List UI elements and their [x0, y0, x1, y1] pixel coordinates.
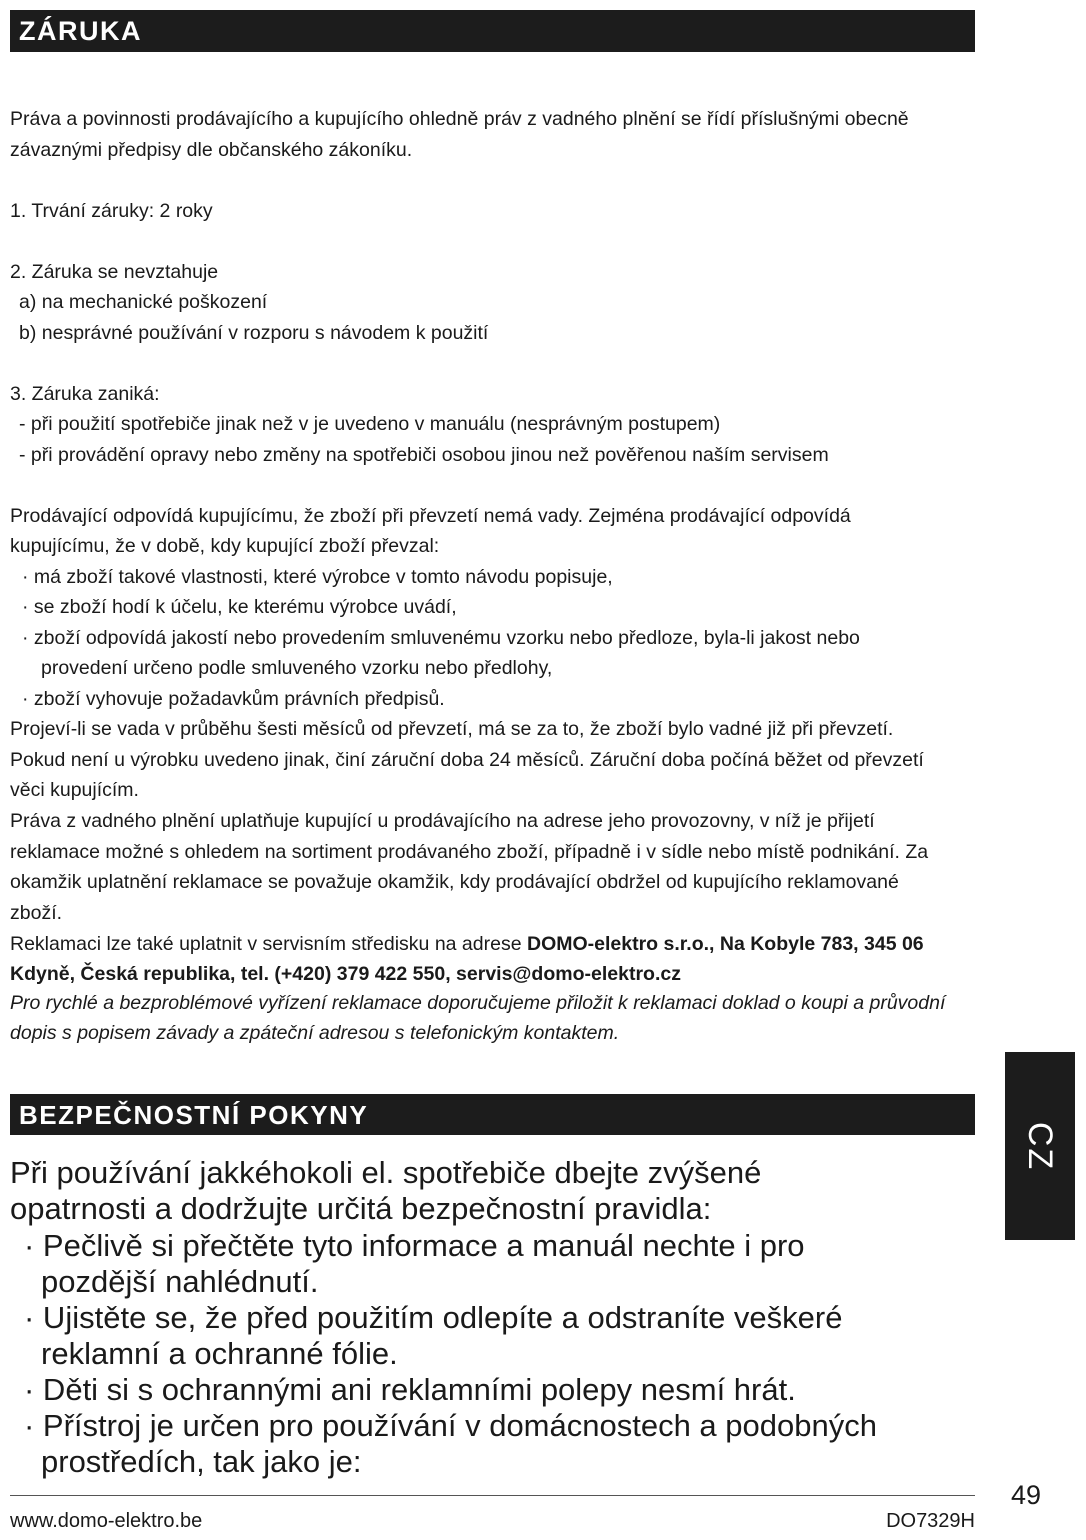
language-tab — [1005, 1052, 1075, 1240]
warranty-intro-line2: závaznými předpisy dle občanského zákoníku. — [10, 139, 413, 161]
claim-text-line2: reklamace možné s ohledem na sortiment prodávaného zboží, případně i v sídle nebo místě podnikání. Za — [10, 841, 929, 863]
safety-intro-line1: Při používání jakkéhokoli el. spotřebiče dbejte zvýšené — [10, 1155, 762, 1190]
seller-bullet-1: · má zboží takové vlastnosti, které výrobce v tomto návodu popisuje, — [22, 566, 613, 588]
safety-bullet-1-line1: · Pečlivě si přečtěte tyto informace a manuál nechte i pro — [24, 1228, 805, 1263]
service-center-address: DOMO-elektro s.r.o., Na Kobyle 783, 345 06 — [526, 933, 924, 955]
claim-text-line4: zboží. — [10, 902, 63, 924]
claim-note-line1: Pro rychlé a bezproblémové vyřízení reklamace doporučujeme přiložit k reklamaci doklad o koupi a průvodní — [10, 992, 946, 1014]
warranty-intro-line1: Práva a povinnosti prodávajícího a kupujícího ohledně práv z vadného plnění se řídí příslušnými obecně — [10, 108, 909, 130]
safety-bullet-1-line2: pozdější nahlédnutí. — [41, 1264, 319, 1299]
safety-heading: BEZPEČNOSTNÍ POKYNY — [10, 1094, 975, 1135]
service-center-prefix: Reklamaci lze také uplatnit v servisním středisku na adrese — [10, 933, 527, 955]
warranty-item-3a: - při použití spotřebiče jinak než v je uvedeno v manuálu (nesprávným postupem) — [19, 413, 721, 435]
footer-website: www.domo-elektro.be — [10, 1510, 203, 1532]
safety-bullet-4-line1: · Přístroj je určen pro používání v domácnostech a podobných — [24, 1408, 877, 1443]
seller-bullet-3-line2: provedení určeno podle smluveného vzorku nebo předlohy, — [41, 657, 553, 679]
seller-text-line1: Prodávající odpovídá kupujícímu, že zboží při převzetí nemá vady. Zejména prodávající odpovídá — [10, 505, 851, 527]
warranty-item-1: 1. Trvání záruky: 2 roky — [10, 200, 213, 222]
period-text-line1: Pokud není u výrobku uvedeno jinak, činí záruční doba 24 měsíců. Záruční doba počíná běžet od převzetí — [10, 749, 924, 771]
claim-text-line3: okamžik uplatnění reklamace se považuje okamžik, kdy prodávající obdržel od kupujícího reklamované — [10, 871, 899, 893]
seller-bullet-2: · se zboží hodí k účelu, ke kterému výrobce uvádí, — [22, 596, 457, 618]
seller-bullet-3-line1: · zboží odpovídá jakostí nebo provedením smluvenému vzorku nebo předloze, byla-li jakost nebo — [22, 627, 860, 649]
claim-note-line2: dopis s popisem závady a zpáteční adresou s telefonickým kontaktem. — [10, 1022, 620, 1044]
safety-bullet-2-line2: reklamní a ochranné fólie. — [41, 1336, 398, 1371]
warranty-item-3b: - při provádění opravy nebo změny na spotřebiči osobou jinou než pověřenou naším servisem — [19, 444, 829, 466]
safety-bullet-3: · Děti si s ochrannými ani reklamními polepy nesmí hrát. — [24, 1372, 796, 1407]
warranty-item-3: 3. Záruka zaniká: — [10, 383, 160, 405]
period-text-line2: věci kupujícím. — [10, 779, 139, 801]
language-tab-label: CZ — [1021, 1121, 1060, 1171]
warranty-item-2a: a) na mechanické poškození — [19, 291, 268, 313]
warranty-heading: ZÁRUKA — [10, 10, 975, 52]
claim-text-line1: Práva z vadného plnění uplatňuje kupující u prodávajícího na adrese jeho provozovny, v níž je přijetí — [10, 810, 875, 832]
footer-divider — [10, 1495, 975, 1496]
seller-bullet-4: · zboží vyhovuje požadavkům právních předpisů. — [22, 688, 445, 710]
warranty-item-2b: b) nesprávné používání v rozporu s návodem k použití — [19, 322, 489, 344]
page-number: 49 — [1011, 1480, 1042, 1510]
seller-text-line2: kupujícímu, že v době, kdy kupující zboží převzal: — [10, 535, 440, 557]
service-center-line1 — [10, 929, 924, 960]
footer-model: DO7329H — [886, 1510, 975, 1532]
safety-intro-line2: opatrnosti a dodržujte určitá bezpečnostní pravidla: — [10, 1191, 712, 1226]
service-center-line2: Kdyně, Česká republika, tel. (+420) 379 422 550, servis@domo-elektro.cz — [10, 963, 681, 985]
defect-text: Projeví-li se vada v průběhu šesti měsíců od převzetí, má se za to, že zboží bylo vadné již při převzetí. — [10, 718, 894, 740]
safety-bullet-2-line1: · Ujistěte se, že před použitím odlepíte a odstraníte veškeré — [24, 1300, 843, 1335]
warranty-item-2: 2. Záruka se nevztahuje — [10, 261, 219, 283]
safety-bullet-4-line2: prostředích, tak jako je: — [41, 1444, 362, 1479]
